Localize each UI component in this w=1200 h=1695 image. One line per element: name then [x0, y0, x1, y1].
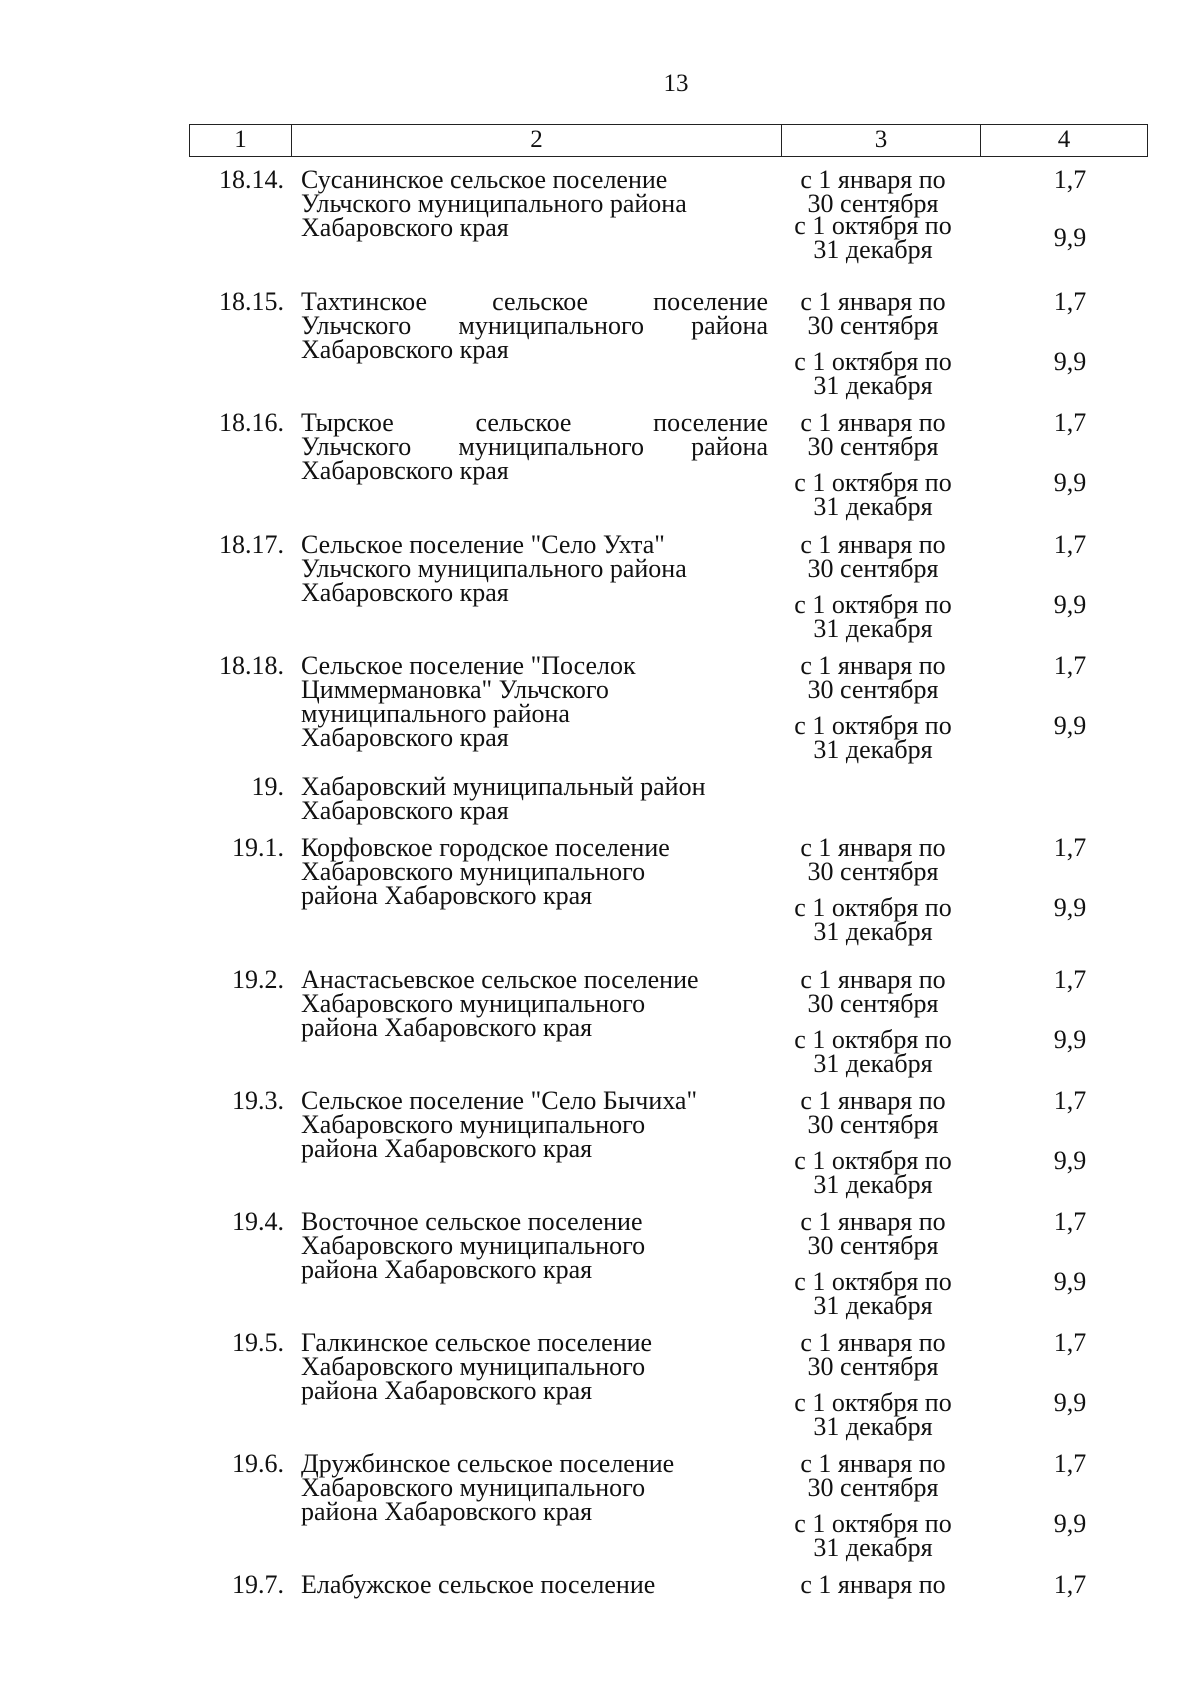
settlement-name-line: Восточное сельское поселение — [301, 1207, 643, 1236]
settlement-name — [301, 1328, 768, 1405]
settlement-name-line: района Хабаровского края — [301, 1013, 593, 1042]
period-line: 31 декабря — [813, 235, 933, 264]
settlement-name-line: района Хабаровского края — [301, 881, 593, 910]
period-line: 30 сентября — [807, 189, 939, 218]
rate-value: 9,9 — [1053, 1146, 1087, 1175]
settlement-name-line: Галкинское сельское поселение — [301, 1328, 653, 1357]
row-number: 19.4. — [232, 1207, 284, 1236]
period-line: 31 декабря — [813, 614, 933, 643]
period-range — [783, 287, 963, 340]
period-range — [783, 833, 963, 886]
settlement-name-line: Сельское поселение "Село Бычиха" — [301, 1086, 698, 1115]
row-number: 18.18. — [219, 651, 284, 680]
period-range — [783, 651, 963, 704]
period-line: с 1 января по — [800, 287, 946, 316]
period-line: 30 сентября — [807, 311, 939, 340]
rate-value: 1,7 — [1053, 1328, 1087, 1357]
row-number: 19. — [251, 772, 284, 801]
column-header-1: 1 — [190, 125, 292, 156]
row-number: 19.7. — [232, 1570, 284, 1599]
period-line: 30 сентября — [807, 989, 939, 1018]
row-number: 18.15. — [219, 287, 284, 316]
period-range — [783, 408, 963, 461]
period-range — [783, 1388, 963, 1441]
settlement-name-line: Ульчского муниципального района — [301, 554, 687, 583]
rate-value: 9,9 — [1053, 223, 1087, 252]
period-range — [783, 1086, 963, 1139]
rate-value: 9,9 — [1053, 893, 1087, 922]
rate-value: 9,9 — [1053, 711, 1087, 740]
period-line: с 1 октября по — [794, 211, 952, 240]
period-line: 30 сентября — [807, 432, 939, 461]
settlement-name-line: Хабаровского муниципального — [301, 989, 646, 1018]
rate-value: 9,9 — [1053, 1388, 1087, 1417]
rate-value: 1,7 — [1053, 1086, 1087, 1115]
period-line: 30 сентября — [807, 1231, 939, 1260]
row-number: 19.6. — [232, 1449, 284, 1478]
rate-value: 1,7 — [1053, 1570, 1087, 1599]
period-line: 31 декабря — [813, 735, 933, 764]
period-line: с 1 января по — [800, 1570, 946, 1599]
rate-value: 1,7 — [1053, 530, 1087, 559]
period-line: 31 декабря — [813, 917, 933, 946]
rate-value: 1,7 — [1053, 287, 1087, 316]
period-line: 30 сентября — [807, 1352, 939, 1381]
settlement-name-line: Хабаровский муниципальный район — [301, 772, 706, 801]
settlement-name-line: Хабаровского муниципального — [301, 1473, 646, 1502]
rate-value: 9,9 — [1053, 590, 1087, 619]
settlement-name-line: муниципального района — [301, 699, 570, 728]
period-line: с 1 октября по — [794, 893, 952, 922]
settlement-name-line: Тахтинское сельское поселение — [301, 287, 768, 316]
period-line: с 1 января по — [800, 1086, 946, 1115]
period-line: с 1 января по — [800, 651, 946, 680]
settlement-name-line: Хабаровского края — [301, 723, 509, 752]
settlement-name-line: Ульчского муниципального района — [301, 432, 768, 461]
period-line: 31 декабря — [813, 1049, 933, 1078]
period-line: с 1 января по — [800, 833, 946, 862]
period-line: с 1 января по — [800, 408, 946, 437]
period-range — [783, 468, 963, 521]
period-line: с 1 января по — [800, 530, 946, 559]
period-range — [783, 1449, 963, 1502]
period-range — [783, 1207, 963, 1260]
period-line: 31 декабря — [813, 1170, 933, 1199]
period-range — [783, 893, 963, 946]
row-number: 18.16. — [219, 408, 284, 437]
period-range — [783, 1570, 963, 1599]
settlement-name-line: Дружбинское сельское поселение — [301, 1449, 675, 1478]
period-range — [783, 1146, 963, 1199]
settlement-name-line: Елабужское сельское поселение — [301, 1570, 656, 1599]
period-line: 31 декабря — [813, 492, 933, 521]
page-number: 13 — [663, 70, 689, 97]
settlement-name-line: Хабаровского муниципального — [301, 1231, 646, 1260]
period-line: 31 декабря — [813, 1533, 933, 1562]
settlement-name-line: Хабаровского муниципального — [301, 1352, 646, 1381]
settlement-name-line: Хабаровского края — [301, 578, 509, 607]
period-line: 31 декабря — [813, 1412, 933, 1441]
period-line: 31 декабря — [813, 1291, 933, 1320]
settlement-name-line: Сельское поселение "Село Ухта" — [301, 530, 665, 559]
settlement-name-line: Хабаровского муниципального — [301, 857, 646, 886]
period-range — [783, 530, 963, 583]
settlement-name-line: Сусанинское сельское поселение — [301, 165, 668, 194]
settlement-name — [301, 651, 768, 752]
rate-value: 9,9 — [1053, 1267, 1087, 1296]
settlement-name-line: Хабаровского муниципального — [301, 1110, 646, 1139]
period-range — [783, 211, 963, 264]
period-range — [783, 1267, 963, 1320]
settlement-name — [301, 965, 768, 1042]
row-number: 19.3. — [232, 1086, 284, 1115]
period-line: с 1 октября по — [794, 711, 952, 740]
settlement-name-line: Циммермановка" Ульчского — [301, 675, 609, 704]
rate-value: 1,7 — [1053, 965, 1087, 994]
settlement-name-line: Сельское поселение "Поселок — [301, 651, 636, 680]
period-line: с 1 января по — [800, 165, 946, 194]
rate-value: 9,9 — [1053, 1025, 1087, 1054]
period-range — [783, 711, 963, 764]
row-number: 19.5. — [232, 1328, 284, 1357]
settlement-name-line: района Хабаровского края — [301, 1255, 593, 1284]
column-header-2: 2 — [292, 125, 782, 156]
settlement-name-line: Ульчского муниципального района — [301, 311, 768, 340]
period-line: с 1 октября по — [794, 590, 952, 619]
settlement-name-line: Хабаровского края — [301, 796, 509, 825]
period-line: 30 сентября — [807, 1110, 939, 1139]
row-number: 19.1. — [232, 833, 284, 862]
rate-value: 1,7 — [1053, 833, 1087, 862]
rate-value: 1,7 — [1053, 408, 1087, 437]
period-line: с 1 января по — [800, 965, 946, 994]
period-range — [783, 347, 963, 400]
settlement-name — [301, 1570, 768, 1599]
rate-value: 9,9 — [1053, 468, 1087, 497]
period-range — [783, 165, 963, 218]
period-line: 30 сентября — [807, 675, 939, 704]
rate-value: 1,7 — [1053, 651, 1087, 680]
column-header-4: 4 — [1057, 126, 1071, 153]
row-number: 18.14. — [219, 165, 284, 194]
rate-value: 9,9 — [1053, 347, 1087, 376]
period-line: с 1 октября по — [794, 347, 952, 376]
settlement-name — [301, 1086, 768, 1163]
settlement-name — [301, 530, 768, 607]
settlement-name-line: Анастасьевское сельское поселение — [301, 965, 699, 994]
settlement-name — [301, 1449, 768, 1526]
period-range — [783, 965, 963, 1018]
table-column-header — [189, 124, 1148, 157]
rate-value: 1,7 — [1053, 1449, 1087, 1478]
period-line: с 1 октября по — [794, 468, 952, 497]
settlement-name-line: Хабаровского края — [301, 335, 509, 364]
period-line: 30 сентября — [807, 554, 939, 583]
period-range — [783, 1025, 963, 1078]
period-line: 31 декабря — [813, 371, 933, 400]
period-line: с 1 января по — [800, 1449, 946, 1478]
settlement-name — [301, 287, 768, 364]
period-line: с 1 января по — [800, 1207, 946, 1236]
settlement-name-line: Корфовское городское поселение — [301, 833, 670, 862]
period-range — [783, 590, 963, 643]
row-number: 19.2. — [232, 965, 284, 994]
settlement-name — [301, 1207, 768, 1284]
column-header-3: 3 — [782, 125, 981, 156]
rate-value: 1,7 — [1053, 165, 1087, 194]
settlement-name — [301, 165, 768, 242]
settlement-name-line: Ульчского муниципального района — [301, 189, 687, 218]
settlement-name — [301, 772, 768, 825]
period-line: с 1 октября по — [794, 1509, 952, 1538]
period-line: 30 сентября — [807, 857, 939, 886]
period-line: с 1 октября по — [794, 1146, 952, 1175]
settlement-name-line: Хабаровского края — [301, 456, 509, 485]
row-number: 18.17. — [219, 530, 284, 559]
period-line: с 1 октября по — [794, 1267, 952, 1296]
settlement-name-line: Тырское сельское поселение — [301, 408, 768, 437]
settlement-name-line: Хабаровского края — [301, 213, 509, 242]
period-range — [783, 1509, 963, 1562]
settlement-name-line: района Хабаровского края — [301, 1134, 593, 1163]
period-range — [783, 1328, 963, 1381]
settlement-name — [301, 833, 768, 910]
period-line: с 1 октября по — [794, 1025, 952, 1054]
rate-value: 1,7 — [1053, 1207, 1087, 1236]
settlement-name-line: района Хабаровского края — [301, 1497, 593, 1526]
period-line: с 1 октября по — [794, 1388, 952, 1417]
period-line: с 1 января по — [800, 1328, 946, 1357]
period-line: 30 сентября — [807, 1473, 939, 1502]
rate-value: 9,9 — [1053, 1509, 1087, 1538]
settlement-name — [301, 408, 768, 485]
settlement-name-line: района Хабаровского края — [301, 1376, 593, 1405]
